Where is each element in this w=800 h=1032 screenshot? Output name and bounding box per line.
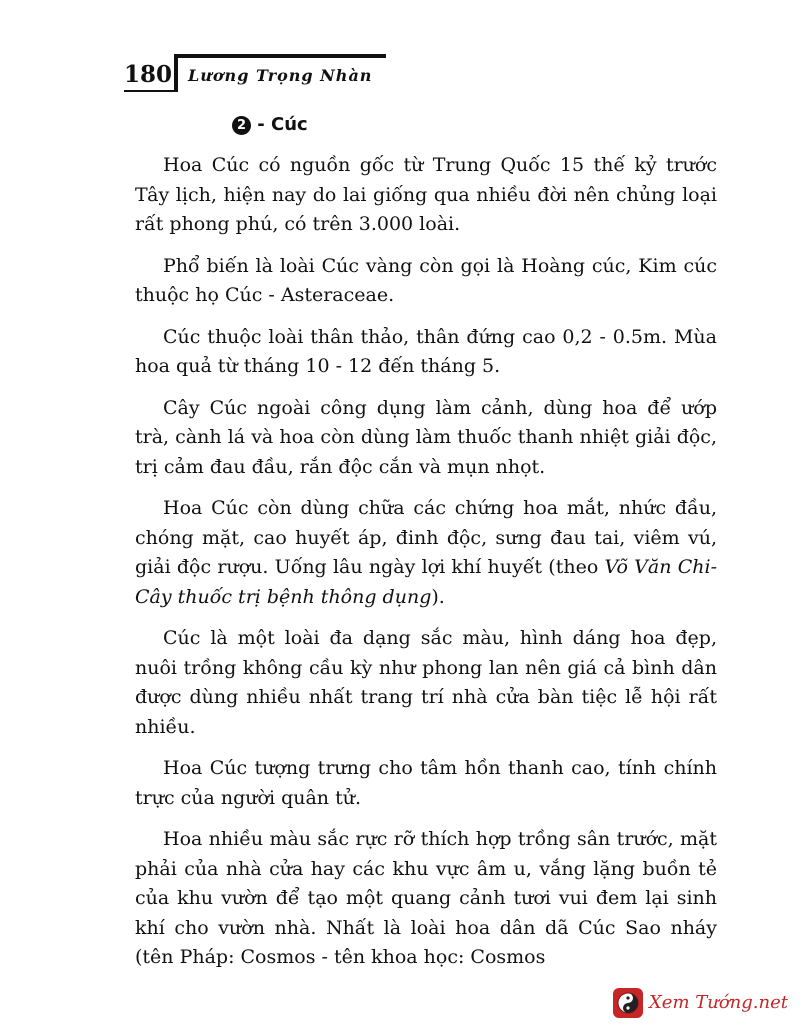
article-body: [135, 151, 717, 983]
header-rule: [176, 54, 386, 58]
paragraph-origin: Hoa Cúc có nguồn gốc từ Trung Quốc 15 thế kỷ trước Tây lịch, hiện nay do lai giống qua nhiều đời nên chủng loại rất phong phú, có trên 3.000 loài.: [135, 154, 717, 235]
section-title: [232, 113, 308, 137]
paragraph-decoration: Cúc là một loài đa dạng sắc màu, hình dáng hoa đẹp, nuôi trồng không cầu kỳ như phong lan nên giá cả bình dân được dùng nhiều nhất trang trí nhà cửa bàn tiệc lễ hội rất nhiều.: [135, 627, 717, 738]
author-name: Lương Trọng Nhàn: [188, 66, 373, 85]
medicinal-text: Hoa Cúc còn dùng chữa các chứng hoa mắt, nhức đầu, chóng mặt, cao huyết áp, đinh độc, sưng đau tai, viêm vú, giải độc rượu. Uống lâu ngày lợi khí huyết (theo: [135, 497, 717, 578]
paragraph-symbolism: Hoa Cúc tượng trưng cho tâm hồn thanh cao, tính chính trực của người quân tử.: [135, 757, 717, 809]
paragraph-medicinal: [135, 494, 717, 612]
header-bracket: [174, 54, 178, 92]
page-header: [124, 52, 386, 92]
header-underline: [124, 90, 176, 92]
citation-italic: Võ Văn Chi-Cây thuốc trị bệnh thông dụng: [135, 556, 717, 608]
yin-yang-icon: [613, 988, 643, 1018]
watermark: [613, 988, 788, 1018]
medicinal-text-end: ).: [431, 585, 445, 608]
paragraph-common-species: Phổ biến là loài Cúc vàng còn gọi là Hoàng cúc, Kim cúc thuộc họ Cúc - Asteraceae.: [135, 254, 717, 306]
paragraph-uses: Cây Cúc ngoài công dụng làm cảnh, dùng hoa để ướp trà, cành lá và hoa còn dùng làm thuốc thanh nhiệt giải độc, trị cảm đau đầu, rắn độc cắn và mụn nhọt.: [135, 396, 717, 478]
paragraph-garden: Hoa nhiều màu sắc rực rỡ thích hợp trồng sân trước, mặt phải của nhà cửa hay các khu vực âm u, vắng lặng buồn tẻ của khu vườn để tạo một quang cảnh tươi vui đem lại sinh khí cho vườn nhà. Nhất là loài hoa dân dã Cúc Sao nháy (tên Pháp: Cosmos - tên khoa học: Cosmos: [135, 828, 717, 968]
section-title-text: - Cúc: [257, 114, 308, 135]
paragraph-plant-description: Cúc thuộc loài thân thảo, thân đứng cao 0,2 - 0.5m. Mùa hoa quả từ tháng 10 - 12 đến tháng 5.: [135, 325, 717, 377]
section-number-badge: 2: [232, 116, 251, 135]
page-number: 180: [124, 61, 173, 88]
watermark-text: Xem Tướng.net: [648, 992, 788, 1013]
